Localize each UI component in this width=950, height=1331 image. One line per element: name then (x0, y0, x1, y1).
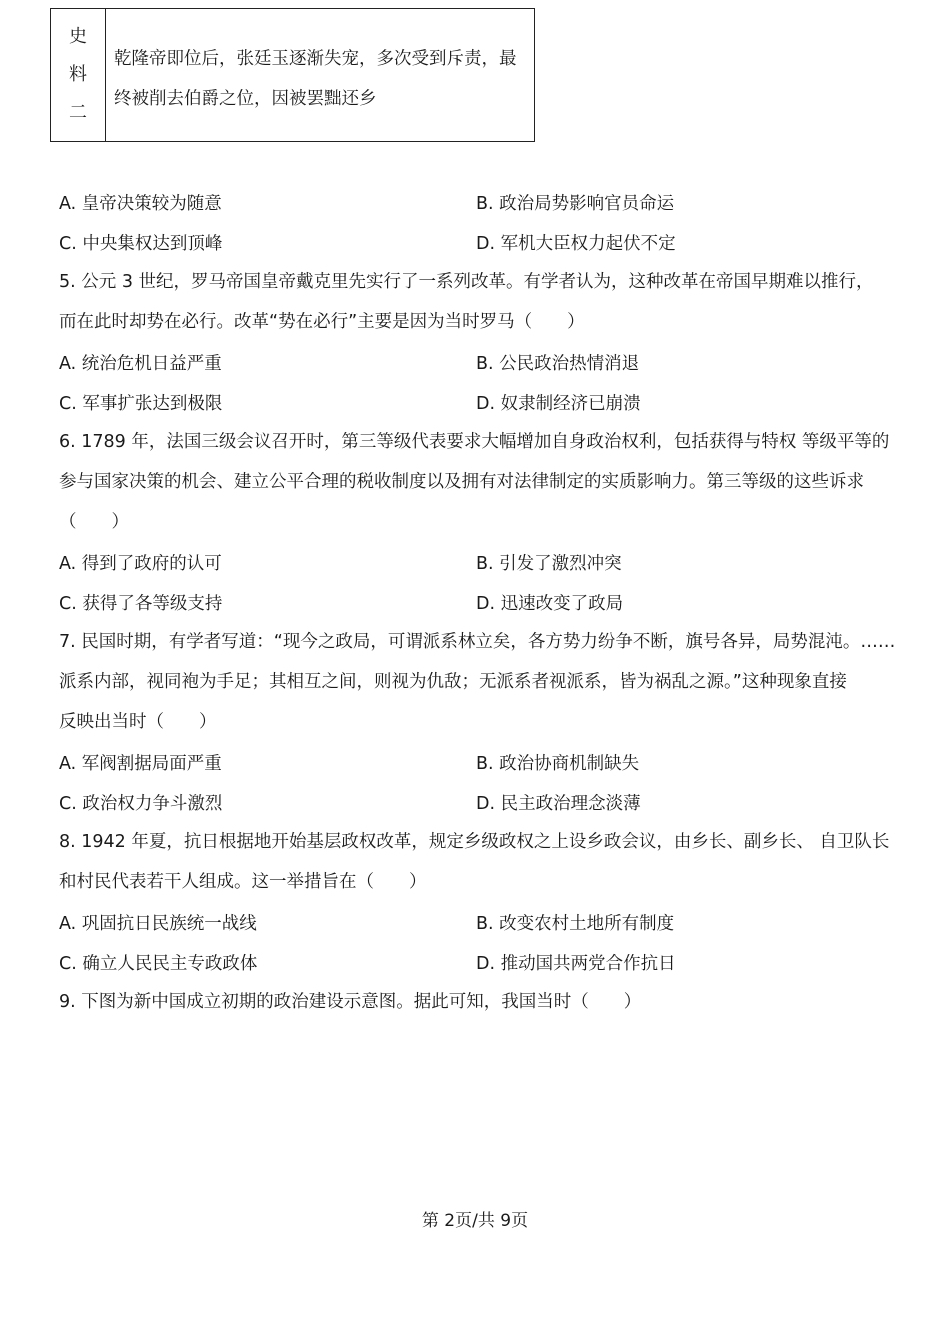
q5-stem-line2: 而在此时却势在必行。改革“势在必行”主要是因为当时罗马（ ） (59, 312, 585, 332)
source-text-line: 乾隆帝即位后，张廷玉逐渐失宠，多次受到斥责，最 (114, 49, 517, 69)
q6-option-d: D. 迅速改变了政局 (476, 594, 624, 614)
source-label-char: 史 (69, 26, 87, 47)
q8-stem-line1: 8. 1942 年夏，抗日根据地开始基层政权改革，规定乡级政权之上设乡政会议，由乡长、副乡长、 自卫队长 (59, 832, 890, 852)
q7-option-d: D. 民主政治理念淡薄 (476, 794, 641, 814)
q8-option-a: A. 巩固抗日民族统一战线 (59, 914, 257, 934)
q7-option-c: C. 政治权力争斗激烈 (59, 794, 223, 814)
q7-option-a: A. 军阀割据局面严重 (59, 754, 222, 774)
q6-option-b: B. 引发了激烈冲突 (476, 554, 622, 574)
q5-option-d: D. 奴隶制经济已崩溃 (476, 394, 641, 414)
q5-option-c: C. 军事扩张达到极限 (59, 394, 223, 414)
source-label-char: 二 (69, 102, 87, 123)
source-material-table (50, 8, 535, 142)
q6-stem-line3: （ ） (59, 512, 129, 532)
q8-option-c: C. 确立人民民主专政政体 (59, 954, 258, 974)
q6-stem-line1: 6. 1789 年，法国三级会议召开时，第三等级代表要求大幅增加自身政治权利，包括获得与特权 等级平等的 (59, 432, 890, 452)
q5-stem-line1: 5. 公元 3 世纪，罗马帝国皇帝戴克里先实行了一系列改革。有学者认为，这种改革在帝国早期难以推行， (59, 272, 874, 292)
page-number-footer: 第 2页/共 9页 (421, 1211, 529, 1231)
q5-option-a: A. 统治危机日益严重 (59, 354, 222, 374)
source-text-line: 终被削去伯爵之位，因被罢黜还乡 (114, 89, 377, 109)
source-label-char: 料 (69, 64, 87, 85)
q7-stem-line3: 反映出当时（ ） (59, 712, 217, 732)
q8-option-d: D. 推动国共两党合作抗日 (476, 954, 676, 974)
q9-stem-line1: 9. 下图为新中国成立初期的政治建设示意图。据此可知，我国当时（ ） (59, 992, 642, 1012)
q5-option-b: B. 公民政治热情消退 (476, 354, 640, 374)
q4-option-a: A. 皇帝决策较为随意 (59, 194, 222, 214)
q6-option-a: A. 得到了政府的认可 (59, 554, 222, 574)
q6-stem-line2: 参与国家决策的机会、建立公平合理的税收制度以及拥有对法律制定的实质影响力。第三等级的这些诉求 (59, 472, 864, 492)
q6-option-c: C. 获得了各等级支持 (59, 594, 223, 614)
q4-option-c: C. 中央集权达到顶峰 (59, 234, 223, 254)
q8-stem-line2: 和村民代表若干人组成。这一举措旨在（ ） (59, 872, 427, 892)
source-text-cell (106, 9, 534, 141)
q7-stem-line2: 派系内部，视同袍为手足；其相互之间，则视为仇敌；无派系者视派系，皆为祸乱之源。”这种现象直接 (59, 672, 847, 692)
q8-option-b: B. 改变农村土地所有制度 (476, 914, 675, 934)
q4-option-b: B. 政治局势影响官员命运 (476, 194, 675, 214)
source-label-cell (51, 9, 106, 141)
q7-option-b: B. 政治协商机制缺失 (476, 754, 640, 774)
q4-option-d: D. 军机大臣权力起伏不定 (476, 234, 676, 254)
q7-stem-line1: 7. 民国时期，有学者写道：“现今之政局，可谓派系林立矣，各方势力纷争不断，旗号各异，局势混沌。…… (59, 632, 896, 652)
